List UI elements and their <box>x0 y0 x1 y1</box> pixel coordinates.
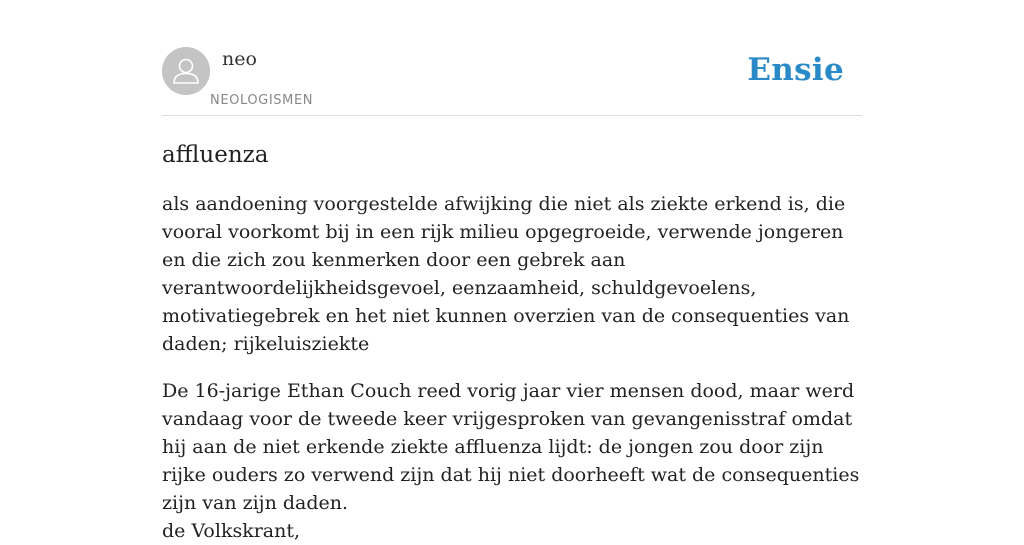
site-logo[interactable]: Ensie <box>747 52 844 88</box>
avatar[interactable] <box>162 47 210 95</box>
entry-card <box>162 46 862 545</box>
term-title: affluenza <box>162 142 269 168</box>
category-label[interactable]: NEOLOGISMEN <box>210 93 314 108</box>
user-silhouette-icon <box>162 47 210 95</box>
example-source: de Volkskrant, <box>162 520 301 542</box>
username[interactable]: neo <box>222 48 257 70</box>
example-quote: De 16-jarige Ethan Couch reed vorig jaar vier mensen dood, maar werd vandaag voor de tweede keer vrijgesproken van gevangenisstraf omdat hij aan de niet erkende ziekte affluenza lijdt: de jongen zou door zijn rijke ouders zo verwend zijn dat hij niet doorheeft wat de consequenties zijn van zijn daden. <box>162 380 860 514</box>
card-header <box>162 46 862 116</box>
definition-text: als aandoening voorgestelde afwijking die niet als ziekte erkend is, die vooral voorkomt bij in een rijk milieu opgegroeide, verwende jongeren en die zich zou kenmerken door een gebrek aan verantwoordelijkheidsgevoel, eenzaamheid, schuldgevoelens, motivatiegebrek en het niet kunnen overzien van de consequenties van daden; rijkeluisziekte <box>162 193 850 355</box>
